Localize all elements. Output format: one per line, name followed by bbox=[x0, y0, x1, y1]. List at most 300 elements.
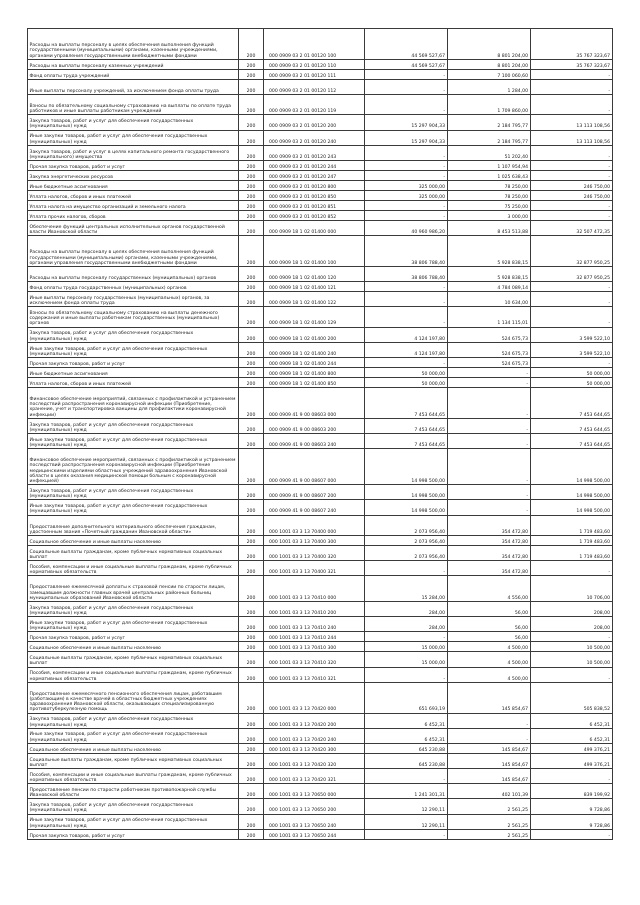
row-rest-cell: 35 767 323,67 bbox=[531, 59, 613, 69]
row-kbk-cell: 000 1001 03 3 13 70650 244 bbox=[264, 829, 365, 839]
row-exec-cell: 354 472,80 bbox=[448, 515, 531, 535]
row-code-cell: 200 bbox=[239, 327, 264, 342]
row-code-cell: 200 bbox=[239, 115, 264, 130]
row-exec-cell: 78 250,00 bbox=[448, 180, 531, 190]
row-code-cell: 200 bbox=[239, 784, 264, 799]
row-kbk-cell: 000 0909 18 1 02 01400 800 bbox=[264, 368, 365, 378]
row-kbk-cell: 000 0909 03 2 01 00120 200 bbox=[264, 115, 365, 130]
row-plan-cell: - bbox=[365, 667, 448, 682]
row-code-cell: 200 bbox=[239, 342, 264, 357]
row-name-cell: Уплата налогов, сборов и иных платежей bbox=[28, 190, 239, 200]
row-plan-cell: 50 000,00 bbox=[365, 368, 448, 378]
row-rest-cell: - bbox=[531, 170, 613, 180]
row-plan-cell: 15 297 904,33 bbox=[365, 115, 448, 130]
row-plan-cell: - bbox=[365, 160, 448, 170]
row-code-cell: 200 bbox=[239, 536, 264, 546]
row-rest-cell: 246 750,00 bbox=[531, 180, 613, 190]
table-row bbox=[28, 220, 613, 235]
row-exec-cell: 145 854,67 bbox=[448, 743, 531, 753]
table-row bbox=[28, 652, 613, 667]
row-name-cell: Закупка товаров, работ и услуг в целях капитального ремонта государственного (муниципального) имущества bbox=[28, 145, 239, 160]
row-rest-cell: 9 728,86 bbox=[531, 799, 613, 814]
row-plan-cell: 6 452,31 bbox=[365, 728, 448, 743]
table-row bbox=[28, 829, 613, 839]
row-rest-cell: - bbox=[531, 561, 613, 576]
row-rest-cell: 246 750,00 bbox=[531, 190, 613, 200]
row-rest-cell: 499 376,21 bbox=[531, 743, 613, 753]
row-kbk-cell: 000 0909 41 9 00 08603 200 bbox=[264, 418, 365, 433]
row-plan-cell: 284,00 bbox=[365, 617, 448, 632]
row-rest-cell: 208,00 bbox=[531, 617, 613, 632]
row-plan-cell: 15 297 904,33 bbox=[365, 130, 448, 145]
row-code-cell: 200 bbox=[239, 561, 264, 576]
row-code-cell: 200 bbox=[239, 292, 264, 307]
row-code-cell: 200 bbox=[239, 418, 264, 433]
row-name-cell: Уплата прочих налогов, сборов bbox=[28, 210, 239, 220]
row-name-cell: Закупка товаров, работ и услуг для обеспечения государственных (муниципальных) нужд bbox=[28, 601, 239, 616]
row-kbk-cell: 000 1001 03 3 13 70410 244 bbox=[264, 632, 365, 642]
row-plan-cell: 44 569 527,67 bbox=[365, 29, 448, 60]
row-code-cell: 200 bbox=[239, 358, 264, 368]
row-code-cell: 200 bbox=[239, 282, 264, 292]
row-plan-cell: - bbox=[365, 210, 448, 220]
row-code-cell: 200 bbox=[239, 266, 264, 281]
table-row bbox=[28, 561, 613, 576]
row-exec-cell: 4 784 089,14 bbox=[448, 282, 531, 292]
row-rest-cell: 7 453 644,65 bbox=[531, 434, 613, 449]
table-row bbox=[28, 145, 613, 160]
row-rest-cell: 3 599 522,10 bbox=[531, 327, 613, 342]
row-name-cell: Закупка товаров, работ и услуг для обеспечения государственных (муниципальных) нужд bbox=[28, 327, 239, 342]
row-plan-cell: 1 241 301,31 bbox=[365, 784, 448, 799]
row-exec-cell: 4 556,00 bbox=[448, 576, 531, 602]
row-rest-cell: 50 000,00 bbox=[531, 368, 613, 378]
row-name-cell: Иные бюджетные ассигнования bbox=[28, 368, 239, 378]
row-exec-cell: 1 709 860,00 bbox=[448, 94, 531, 114]
row-code-cell: 200 bbox=[239, 434, 264, 449]
row-rest-cell: 10 706,00 bbox=[531, 576, 613, 602]
row-name-cell: Обеспечение функций центральных исполнительных органов государственной власти Ивановской области bbox=[28, 220, 239, 235]
table-row bbox=[28, 536, 613, 546]
row-rest-cell: 14 998 500,00 bbox=[531, 485, 613, 500]
row-code-cell: 200 bbox=[239, 160, 264, 170]
row-kbk-cell: 000 0909 03 2 01 00120 111 bbox=[264, 69, 365, 79]
row-plan-cell: 50 000,00 bbox=[365, 378, 448, 388]
row-plan-cell: - bbox=[365, 769, 448, 784]
row-code-cell: 200 bbox=[239, 799, 264, 814]
table-row bbox=[28, 115, 613, 130]
row-rest-cell: 1 719 483,60 bbox=[531, 515, 613, 535]
table-row bbox=[28, 170, 613, 180]
row-rest-cell: - bbox=[531, 160, 613, 170]
row-rest-cell: - bbox=[531, 769, 613, 784]
row-code-cell: 200 bbox=[239, 79, 264, 94]
row-kbk-cell: 000 1001 03 3 13 70410 320 bbox=[264, 652, 365, 667]
row-rest-cell: - bbox=[531, 292, 613, 307]
row-exec-cell: 145 854,67 bbox=[448, 682, 531, 713]
table-row bbox=[28, 266, 613, 281]
row-exec-cell: - bbox=[448, 485, 531, 500]
row-exec-cell: 354 472,80 bbox=[448, 561, 531, 576]
table-row bbox=[28, 418, 613, 433]
table-row bbox=[28, 69, 613, 79]
table-row bbox=[28, 79, 613, 94]
row-kbk-cell: 000 0909 03 2 01 00120 100 bbox=[264, 29, 365, 60]
row-rest-cell: 3 599 522,10 bbox=[531, 342, 613, 357]
row-kbk-cell: 000 1001 03 3 13 70410 000 bbox=[264, 576, 365, 602]
row-kbk-cell: 000 1001 03 3 13 70400 321 bbox=[264, 561, 365, 576]
row-plan-cell: 325 000,00 bbox=[365, 190, 448, 200]
row-plan-cell: 7 453 644,65 bbox=[365, 418, 448, 433]
row-kbk-cell: 000 0909 03 2 01 00120 244 bbox=[264, 160, 365, 170]
row-rest-cell: - bbox=[531, 79, 613, 94]
row-rest-cell: - bbox=[531, 200, 613, 210]
table-row bbox=[28, 515, 613, 535]
row-plan-cell: 12 290,11 bbox=[365, 799, 448, 814]
row-plan-cell: 38 806 788,40 bbox=[365, 266, 448, 281]
row-name-cell: Закупка товаров, работ и услуг для обеспечения государственных (муниципальных) нужд bbox=[28, 713, 239, 728]
row-rest-cell: - bbox=[531, 145, 613, 160]
row-code-cell: 200 bbox=[239, 220, 264, 235]
row-code-cell: 200 bbox=[239, 769, 264, 784]
row-kbk-cell: 000 0909 18 1 02 01400 000 bbox=[264, 220, 365, 235]
row-code-cell: 200 bbox=[239, 743, 264, 753]
row-kbk-cell: 000 0909 18 1 02 01400 122 bbox=[264, 292, 365, 307]
table-row bbox=[28, 190, 613, 200]
row-exec-cell: - bbox=[448, 728, 531, 743]
row-rest-cell: 6 452,31 bbox=[531, 713, 613, 728]
row-kbk-cell: 000 0909 41 9 00 08603 000 bbox=[264, 388, 365, 419]
row-code-cell: 200 bbox=[239, 368, 264, 378]
table-row bbox=[28, 29, 613, 60]
table-row bbox=[28, 814, 613, 829]
table-row bbox=[28, 236, 613, 267]
row-exec-cell: - bbox=[448, 434, 531, 449]
row-kbk-cell: 000 1001 03 3 13 70420 300 bbox=[264, 743, 365, 753]
row-kbk-cell: 000 0909 03 2 01 00120 119 bbox=[264, 94, 365, 114]
row-plan-cell: 14 998 500,00 bbox=[365, 449, 448, 485]
row-plan-cell: 7 453 644,65 bbox=[365, 434, 448, 449]
row-kbk-cell: 000 0909 03 2 01 00120 110 bbox=[264, 59, 365, 69]
table-row bbox=[28, 180, 613, 190]
row-kbk-cell: 000 1001 03 3 13 70650 000 bbox=[264, 784, 365, 799]
table-row bbox=[28, 485, 613, 500]
table-row bbox=[28, 342, 613, 357]
row-code-cell: 200 bbox=[239, 546, 264, 561]
table-row bbox=[28, 94, 613, 114]
table-row bbox=[28, 388, 613, 419]
row-name-cell: Финансовое обеспечение мероприятий, связанных с профилактикой и устранением последствий распространения коронавирусной инфекции (Приобретение, хранение, учет и транспортировка вакцины для профилактики коронавирусной инфекции) bbox=[28, 388, 239, 419]
row-code-cell: 200 bbox=[239, 378, 264, 388]
row-code-cell: 200 bbox=[239, 652, 264, 667]
row-rest-cell: 13 113 108,56 bbox=[531, 130, 613, 145]
row-exec-cell: 7 100 060,60 bbox=[448, 69, 531, 79]
row-code-cell: 200 bbox=[239, 829, 264, 839]
report-sheet bbox=[27, 28, 612, 840]
row-plan-cell: 7 453 644,65 bbox=[365, 388, 448, 419]
row-name-cell: Взносы по обязательному социальному страхованию на выплаты денежного содержания и иные выплаты работникам государственных (муниципальных) органов bbox=[28, 307, 239, 327]
table-row bbox=[28, 160, 613, 170]
row-exec-cell: - bbox=[448, 378, 531, 388]
row-exec-cell: 56,00 bbox=[448, 632, 531, 642]
row-name-cell: Предоставление дополнительного материального обеспечения гражданам, удостоенным звания «Почетный гражданин Ивановской области» bbox=[28, 515, 239, 535]
row-exec-cell: 354 472,80 bbox=[448, 536, 531, 546]
row-exec-cell: 3 000,00 bbox=[448, 210, 531, 220]
row-name-cell: Пособия, компенсации и иные социальные выплаты гражданам, кроме публичных нормативных обязательств bbox=[28, 561, 239, 576]
row-exec-cell: 145 854,67 bbox=[448, 769, 531, 784]
row-name-cell: Прочая закупка товаров, работ и услуг bbox=[28, 358, 239, 368]
row-plan-cell: 284,00 bbox=[365, 601, 448, 616]
row-exec-cell: 4 500,00 bbox=[448, 652, 531, 667]
table-row bbox=[28, 799, 613, 814]
row-exec-cell: 1 284,00 bbox=[448, 79, 531, 94]
row-kbk-cell: 000 0909 18 1 02 01400 129 bbox=[264, 307, 365, 327]
row-exec-cell: 1 107 954,94 bbox=[448, 160, 531, 170]
row-name-cell: Иные выплаты персоналу государственных (муниципальных) органов, за исключением фонда оплаты труда bbox=[28, 292, 239, 307]
row-kbk-cell: 000 0909 41 9 00 08607 240 bbox=[264, 500, 365, 515]
row-name-cell: Фонд оплаты труда государственных (муниципальных) органов bbox=[28, 282, 239, 292]
row-exec-cell: - bbox=[448, 500, 531, 515]
row-code-cell: 200 bbox=[239, 236, 264, 267]
table-row bbox=[28, 327, 613, 342]
table-row bbox=[28, 434, 613, 449]
row-kbk-cell: 000 0909 03 2 01 00120 112 bbox=[264, 79, 365, 94]
row-plan-cell: 645 230,88 bbox=[365, 743, 448, 753]
row-rest-cell: - bbox=[531, 829, 613, 839]
row-code-cell: 200 bbox=[239, 753, 264, 768]
row-name-cell: Предоставление пенсии по старости работникам противопожарной службы Ивановской области bbox=[28, 784, 239, 799]
table-body bbox=[28, 29, 613, 840]
row-name-cell: Иные бюджетные ассигнования bbox=[28, 180, 239, 190]
table-row bbox=[28, 59, 613, 69]
row-code-cell: 200 bbox=[239, 130, 264, 145]
row-kbk-cell: 000 1001 03 3 13 70410 240 bbox=[264, 617, 365, 632]
row-plan-cell: 40 960 986,20 bbox=[365, 220, 448, 235]
row-plan-cell: - bbox=[365, 170, 448, 180]
row-kbk-cell: 000 1001 03 3 13 70410 321 bbox=[264, 667, 365, 682]
table-row bbox=[28, 500, 613, 515]
row-name-cell: Расходы на выплаты персоналу казенных учреждений bbox=[28, 59, 239, 69]
row-name-cell: Предоставление ежемесячного пенсионного обеспечения лицам, работавшим (работающим) в качестве врачей в областных бюджетных учреждениях здравоохранения Ивановской области, оказывающих специализированную противотуберкулезную помощь bbox=[28, 682, 239, 713]
row-rest-cell: 14 998 500,00 bbox=[531, 500, 613, 515]
table-row bbox=[28, 546, 613, 561]
row-name-cell: Финансовое обеспечение мероприятий, связанных с профилактикой и устранением последствий распространения коронавирусной инфекции (Приобретение медицинскими изделиями областных учреждений здравоохранения Ивановской области в целях оказания медицинской помощи больным с коронавирусной инфекцией) bbox=[28, 449, 239, 485]
row-code-cell: 200 bbox=[239, 388, 264, 419]
row-name-cell: Социальное обеспечение и иные выплаты населению bbox=[28, 642, 239, 652]
row-rest-cell: 839 199,92 bbox=[531, 784, 613, 799]
row-name-cell: Фонд оплаты труда учреждений bbox=[28, 69, 239, 79]
row-name-cell: Закупка товаров, работ и услуг для обеспечения государственных (муниципальных) нужд bbox=[28, 799, 239, 814]
row-kbk-cell: 000 0909 03 2 01 00120 850 bbox=[264, 190, 365, 200]
row-code-cell: 200 bbox=[239, 667, 264, 682]
row-exec-cell: 2 184 795,77 bbox=[448, 115, 531, 130]
row-name-cell: Пособия, компенсации и иные социальные выплаты гражданам, кроме публичных нормативных обязательств bbox=[28, 667, 239, 682]
table-row bbox=[28, 682, 613, 713]
row-kbk-cell: 000 1001 03 3 13 70400 000 bbox=[264, 515, 365, 535]
row-name-cell: Уплата налогов, сборов и иных платежей bbox=[28, 378, 239, 388]
row-code-cell: 200 bbox=[239, 180, 264, 190]
row-plan-cell: 15 000,00 bbox=[365, 642, 448, 652]
row-code-cell: 200 bbox=[239, 190, 264, 200]
table-row bbox=[28, 753, 613, 768]
row-name-cell: Социальные выплаты гражданам, кроме публичных нормативных социальных выплат bbox=[28, 652, 239, 667]
row-name-cell: Расходы на выплаты персоналу в целях обеспечения выполнения функций государственными (муниципальными) органами, казенными учреждениями, органами управления государственными внебюджетными фондами bbox=[28, 29, 239, 60]
row-kbk-cell: 000 1001 03 3 13 70420 200 bbox=[264, 713, 365, 728]
row-kbk-cell: 000 0909 18 1 02 01400 120 bbox=[264, 266, 365, 281]
row-plan-cell: 4 124 197,80 bbox=[365, 342, 448, 357]
row-rest-cell: - bbox=[531, 307, 613, 327]
row-rest-cell: 9 728,86 bbox=[531, 814, 613, 829]
budget-execution-table bbox=[27, 28, 613, 840]
table-row bbox=[28, 449, 613, 485]
row-name-cell: Уплата налога на имущество организаций и земельного налога bbox=[28, 200, 239, 210]
row-rest-cell: 7 453 644,65 bbox=[531, 388, 613, 419]
row-exec-cell: - bbox=[448, 418, 531, 433]
row-rest-cell: - bbox=[531, 632, 613, 642]
row-kbk-cell: 000 1001 03 3 13 70410 300 bbox=[264, 642, 365, 652]
row-rest-cell: 32 877 950,25 bbox=[531, 266, 613, 281]
row-kbk-cell: 000 0909 03 2 01 00120 800 bbox=[264, 180, 365, 190]
row-kbk-cell: 000 0909 41 9 00 08607 200 bbox=[264, 485, 365, 500]
row-name-cell: Прочая закупка товаров, работ и услуг bbox=[28, 160, 239, 170]
row-kbk-cell: 000 1001 03 3 13 70410 200 bbox=[264, 601, 365, 616]
row-exec-cell: 51 202,40 bbox=[448, 145, 531, 160]
row-code-cell: 200 bbox=[239, 307, 264, 327]
table-row bbox=[28, 713, 613, 728]
row-name-cell: Прочая закупка товаров, работ и услуг bbox=[28, 632, 239, 642]
row-name-cell: Закупка товаров, работ и услуг для обеспечения государственных (муниципальных) нужд bbox=[28, 485, 239, 500]
row-rest-cell: 13 113 108,56 bbox=[531, 115, 613, 130]
row-code-cell: 200 bbox=[239, 632, 264, 642]
row-name-cell: Закупка товаров, работ и услуг для обеспечения государственных (муниципальных) нужд bbox=[28, 418, 239, 433]
row-plan-cell: - bbox=[365, 69, 448, 79]
row-plan-cell: 14 998 500,00 bbox=[365, 485, 448, 500]
row-code-cell: 200 bbox=[239, 642, 264, 652]
row-code-cell: 200 bbox=[239, 210, 264, 220]
row-plan-cell: - bbox=[365, 200, 448, 210]
row-code-cell: 200 bbox=[239, 500, 264, 515]
row-plan-cell: 15 284,00 bbox=[365, 576, 448, 602]
row-name-cell: Иные закупки товаров, работ и услуг для обеспечения государственных (муниципальных) нужд bbox=[28, 728, 239, 743]
row-rest-cell: 35 767 323,67 bbox=[531, 29, 613, 60]
row-kbk-cell: 000 1001 03 3 13 70420 320 bbox=[264, 753, 365, 768]
row-name-cell: Социальные выплаты гражданам, кроме публичных нормативных социальных выплат bbox=[28, 546, 239, 561]
table-row bbox=[28, 368, 613, 378]
row-code-cell: 200 bbox=[239, 576, 264, 602]
row-name-cell: Расходы на выплаты персоналу в целях обеспечения выполнения функций государственными (муниципальными) органами, казенными учреждениями, органами управления государственными внебюджетными фондами bbox=[28, 236, 239, 267]
row-exec-cell: 56,00 bbox=[448, 601, 531, 616]
row-kbk-cell: 000 1001 03 3 13 70650 240 bbox=[264, 814, 365, 829]
table-row bbox=[28, 282, 613, 292]
row-exec-cell: - bbox=[448, 368, 531, 378]
row-name-cell: Иные закупки товаров, работ и услуг для обеспечения государственных (муниципальных) нужд bbox=[28, 617, 239, 632]
row-rest-cell: 1 719 483,60 bbox=[531, 546, 613, 561]
row-exec-cell: 4 500,00 bbox=[448, 667, 531, 682]
row-name-cell: Социальное обеспечение и иные выплаты населению bbox=[28, 536, 239, 546]
row-rest-cell: 499 376,21 bbox=[531, 753, 613, 768]
row-rest-cell: 10 500,00 bbox=[531, 652, 613, 667]
row-plan-cell: 2 073 956,40 bbox=[365, 536, 448, 546]
row-plan-cell: 6 452,31 bbox=[365, 713, 448, 728]
row-rest-cell: 7 453 644,65 bbox=[531, 418, 613, 433]
row-rest-cell: 32 507 472,35 bbox=[531, 220, 613, 235]
row-rest-cell: 32 877 950,25 bbox=[531, 236, 613, 267]
table-row bbox=[28, 617, 613, 632]
row-kbk-cell: 000 0909 03 2 01 00120 851 bbox=[264, 200, 365, 210]
row-plan-cell: 325 000,00 bbox=[365, 180, 448, 190]
row-rest-cell: - bbox=[531, 69, 613, 79]
row-code-cell: 200 bbox=[239, 617, 264, 632]
row-name-cell: Иные закупки товаров, работ и услуг для обеспечения государственных (муниципальных) нужд bbox=[28, 814, 239, 829]
row-kbk-cell: 000 1001 03 3 13 70400 320 bbox=[264, 546, 365, 561]
row-name-cell: Иные закупки товаров, работ и услуг для обеспечения государственных (муниципальных) нужд bbox=[28, 130, 239, 145]
row-name-cell: Иные закупки товаров, работ и услуг для обеспечения государственных (муниципальных) нужд bbox=[28, 500, 239, 515]
row-plan-cell: - bbox=[365, 145, 448, 160]
row-exec-cell: 145 854,67 bbox=[448, 753, 531, 768]
row-exec-cell: 8 453 513,88 bbox=[448, 220, 531, 235]
row-plan-cell: 2 073 956,40 bbox=[365, 546, 448, 561]
table-row bbox=[28, 632, 613, 642]
row-code-cell: 200 bbox=[239, 145, 264, 160]
row-exec-cell: 5 928 838,15 bbox=[448, 236, 531, 267]
row-plan-cell: - bbox=[365, 561, 448, 576]
row-exec-cell: 75 250,00 bbox=[448, 200, 531, 210]
row-exec-cell: 10 634,00 bbox=[448, 292, 531, 307]
row-code-cell: 200 bbox=[239, 682, 264, 713]
row-name-cell: Иные закупки товаров, работ и услуг для обеспечения государственных (муниципальных) нужд bbox=[28, 342, 239, 357]
row-kbk-cell: 000 0909 18 1 02 01400 850 bbox=[264, 378, 365, 388]
row-exec-cell: 524 675,73 bbox=[448, 358, 531, 368]
row-plan-cell: 44 569 527,67 bbox=[365, 59, 448, 69]
row-name-cell: Расходы на выплаты персоналу государственных (муниципальных) органов bbox=[28, 266, 239, 281]
table-row bbox=[28, 743, 613, 753]
row-code-cell: 200 bbox=[239, 728, 264, 743]
row-kbk-cell: 000 0909 03 2 01 00120 243 bbox=[264, 145, 365, 160]
table-row bbox=[28, 358, 613, 368]
row-name-cell: Закупка энергетических ресурсов bbox=[28, 170, 239, 180]
table-row bbox=[28, 667, 613, 682]
row-code-cell: 200 bbox=[239, 485, 264, 500]
row-code-cell: 200 bbox=[239, 200, 264, 210]
row-plan-cell: 4 124 197,80 bbox=[365, 327, 448, 342]
table-row bbox=[28, 642, 613, 652]
row-exec-cell: 1 025 638,43 bbox=[448, 170, 531, 180]
row-rest-cell: - bbox=[531, 358, 613, 368]
row-plan-cell: 651 693,19 bbox=[365, 682, 448, 713]
row-plan-cell: - bbox=[365, 94, 448, 114]
row-name-cell: Пособия, компенсации и иные социальные выплаты гражданам, кроме публичных нормативных обязательств bbox=[28, 769, 239, 784]
row-exec-cell: 8 801 204,00 bbox=[448, 59, 531, 69]
table-row bbox=[28, 769, 613, 784]
row-kbk-cell: 000 1001 03 3 13 70400 300 bbox=[264, 536, 365, 546]
row-exec-cell: 2 561,25 bbox=[448, 814, 531, 829]
row-kbk-cell: 000 1001 03 3 13 70420 240 bbox=[264, 728, 365, 743]
row-kbk-cell: 000 1001 03 3 13 70420 321 bbox=[264, 769, 365, 784]
row-code-cell: 200 bbox=[239, 94, 264, 114]
row-plan-cell: - bbox=[365, 307, 448, 327]
row-code-cell: 200 bbox=[239, 814, 264, 829]
row-name-cell: Закупка товаров, работ и услуг для обеспечения государственных (муниципальных) нужд bbox=[28, 115, 239, 130]
row-code-cell: 200 bbox=[239, 29, 264, 60]
row-code-cell: 200 bbox=[239, 713, 264, 728]
row-name-cell: Взносы по обязательному социальному страхованию на выплаты по оплате труда работников и иные выплаты работникам учреждений bbox=[28, 94, 239, 114]
row-kbk-cell: 000 0909 18 1 02 01400 100 bbox=[264, 236, 365, 267]
row-code-cell: 200 bbox=[239, 170, 264, 180]
row-exec-cell: 2 184 795,77 bbox=[448, 130, 531, 145]
row-exec-cell: 1 134 115,01 bbox=[448, 307, 531, 327]
table-row bbox=[28, 130, 613, 145]
table-row bbox=[28, 292, 613, 307]
